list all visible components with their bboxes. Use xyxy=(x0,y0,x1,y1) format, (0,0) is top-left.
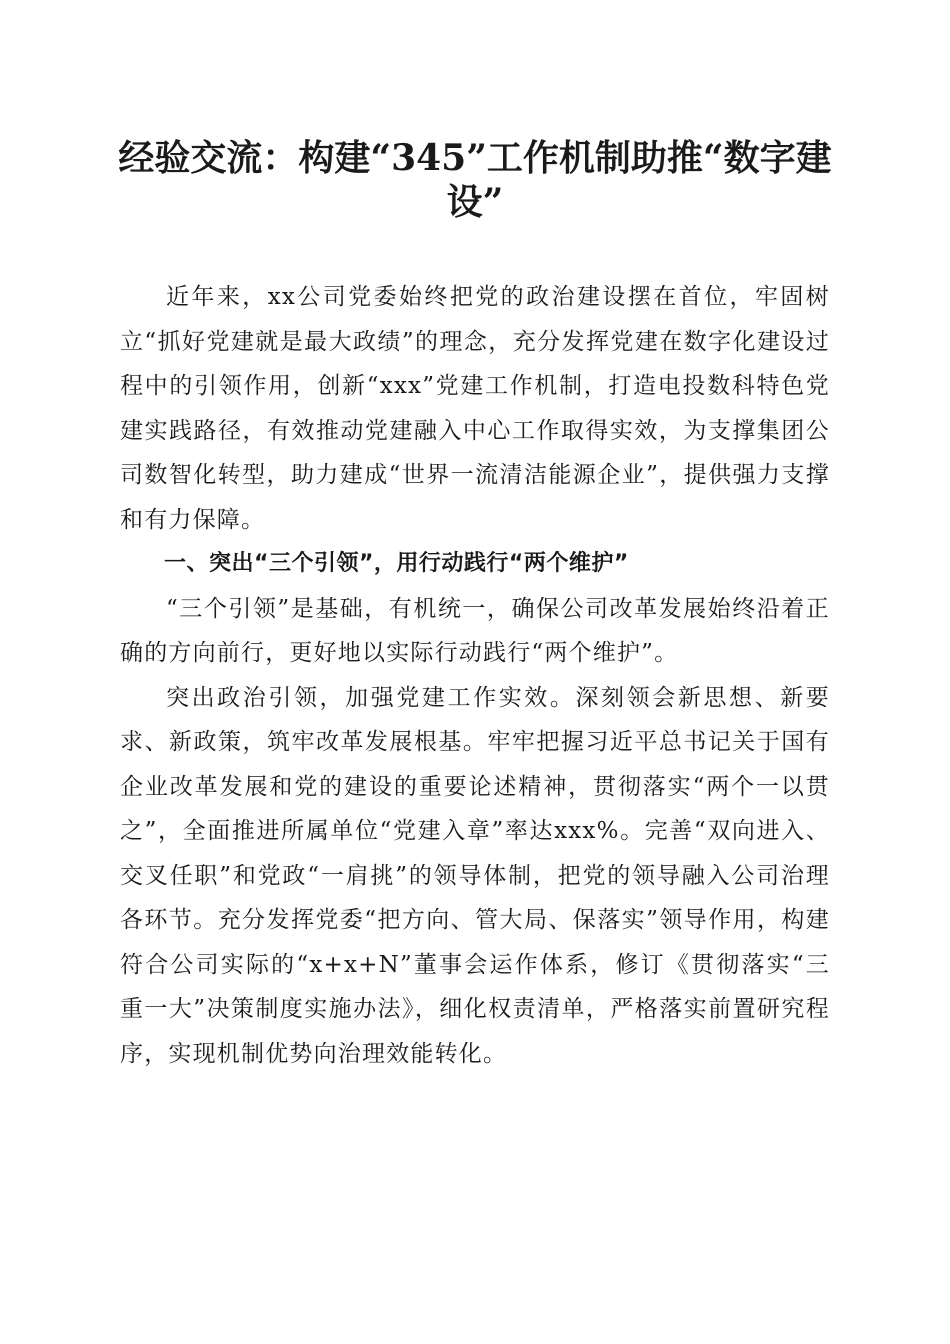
document-body xyxy=(120,275,830,1076)
intro-paragraph: 近年来，xx公司党委始终把党的政治建设摆在首位，牢固树立“抓好党建就是最大政绩”的理念，充分发挥党建在数字化建设过程中的引领作用，创新“xxx”党建工作机制，打造电投数科特色党建实践路径，有效推动党建融入中心工作取得实效，为支撑集团公司数智化转型，助力建成“世界一流清洁能源企业”，提供强力支撑和有力保障。 xyxy=(120,284,830,533)
section-intro-paragraph: “三个引领”是基础，有机统一，确保公司改革发展始终沿着正确的方向前行，更好地以实际行动践行“两个维护”。 xyxy=(120,595,830,666)
section-heading: 一、突出“三个引领”，用行动践行“两个维护” xyxy=(164,551,629,576)
document-title: 经验交流：构建“345”工作机制助推“数字建设” xyxy=(118,137,832,223)
political-leadership-paragraph: 突出政治引领，加强党建工作实效。深刻领会新思想、新要求、新政策，筑牢改革发展根基。牢牢把握习近平总书记关于国有企业改革发展和党的建设的重要论述精神，贯彻落实“两个一以贯之”，全面推进所属单位“党建入章”率达xxx%。完善“双向进入、交叉任职”和党政“一肩挑”的领导体制，把党的领导融入公司治理各环节。充分发挥党委“把方向、管大局、保落实”领导作用，构建符合公司实际的“x+x+N”董事会运作体系，修订《贯彻落实“三重一大”决策制度实施办法》，细化权责清单，严格落实前置研究程序，实现机制优势向治理效能转化。 xyxy=(120,684,830,1067)
